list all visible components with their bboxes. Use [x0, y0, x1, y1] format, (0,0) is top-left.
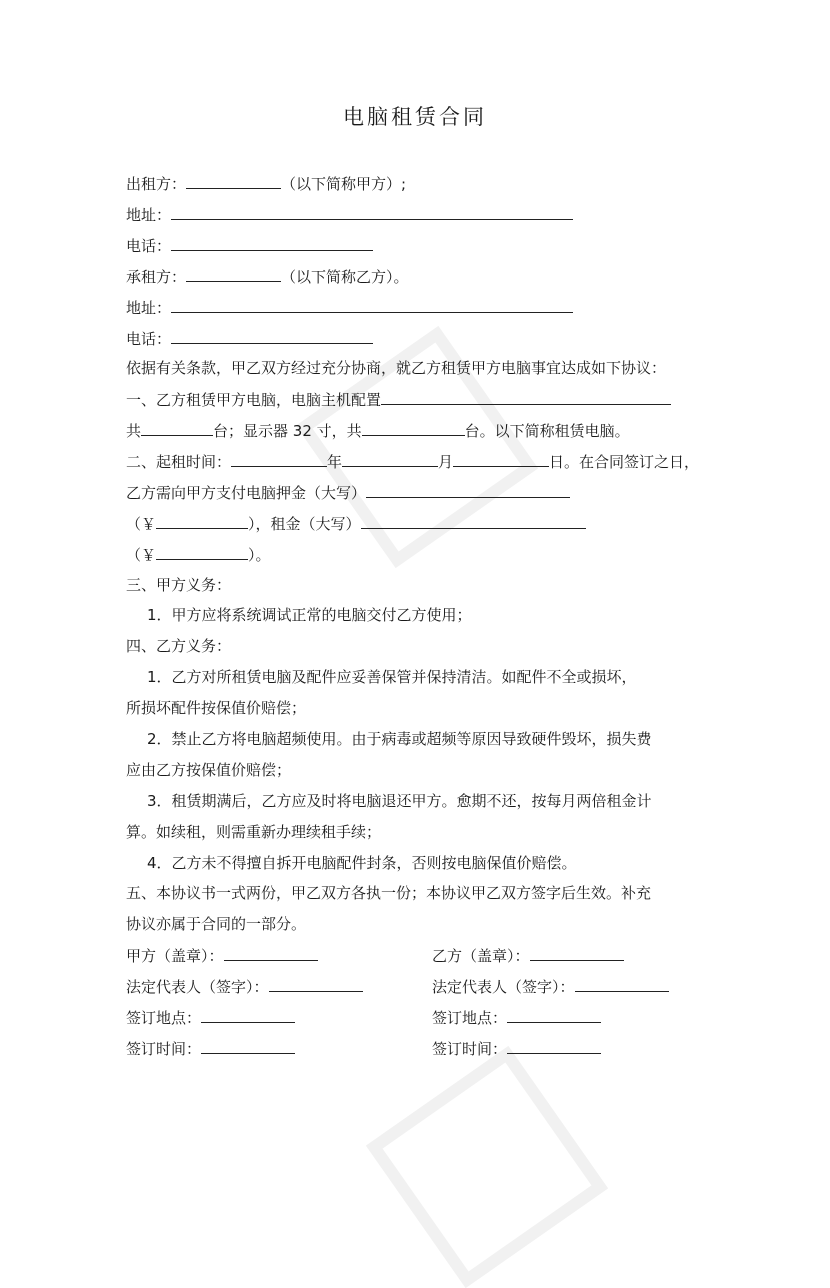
start-year-field[interactable]	[231, 451, 327, 467]
rent-words-field[interactable]	[361, 513, 586, 529]
time-a-label: 签订时间：	[126, 1040, 202, 1058]
lessee-phone-field[interactable]	[171, 328, 373, 344]
lessor-address-field[interactable]	[171, 204, 573, 220]
clause4-item3-b: 算。如续租，则需重新办理续租手续；	[126, 823, 382, 841]
lessor-phone-label: 电话：	[126, 237, 172, 255]
party-a-label: 甲方（盖章）：	[126, 947, 224, 965]
clause4-item2-b: 应由乙方按保值价赔偿；	[126, 761, 292, 779]
party-a-seal-field[interactable]	[224, 945, 318, 961]
rep-b-signature-field[interactable]	[575, 976, 669, 992]
deposit-words-field[interactable]	[366, 482, 570, 498]
lessee-label: 承租方：	[126, 268, 187, 286]
rent-label: ），租金（大写）	[248, 515, 361, 533]
year-label: 年	[327, 453, 343, 471]
deposit-amount-field[interactable]	[156, 513, 248, 529]
party-b-seal-field[interactable]	[530, 945, 624, 961]
monitor-count-field[interactable]	[362, 420, 465, 436]
yen2-close: ）。	[248, 546, 271, 564]
lessee-phone-label: 电话：	[126, 330, 172, 348]
start-month-field[interactable]	[342, 451, 438, 467]
party-a-seal-line	[126, 945, 318, 966]
clause1-seg-c: 台。以下简称租赁电脑。	[464, 422, 630, 440]
rep-a-signature-field[interactable]	[269, 976, 363, 992]
clause4-item3-a: 3．租赁期满后，乙方应及时将电脑退还甲方。愈期不还，按每月两倍租金计	[147, 792, 652, 810]
clause4-item2-a: 2．禁止乙方将电脑超频使用。由于病毒或超频等原因导致硬件毁坏，损失费	[147, 730, 652, 748]
clause2-line3	[126, 513, 586, 534]
party-b-label: 乙方（盖章）：	[432, 947, 530, 965]
month-label: 月	[438, 453, 454, 471]
time-b-field[interactable]	[507, 1038, 601, 1054]
party-b-seal-line	[432, 945, 624, 966]
lessor-suffix: （以下简称甲方）;	[281, 175, 407, 193]
clause2-line1	[126, 451, 699, 472]
clause1-text: 一、乙方租赁甲方电脑，电脑主机配置	[126, 391, 382, 409]
lessee-address-field[interactable]	[171, 297, 573, 313]
clause1-line2	[126, 420, 630, 441]
place-b-label: 签订地点：	[432, 1009, 508, 1027]
place-b-field[interactable]	[507, 1007, 601, 1023]
deposit-label: 乙方需向甲方支付电脑押金（大写）	[126, 484, 367, 502]
lessee-line	[126, 266, 409, 287]
watermark-mark	[366, 1046, 608, 1288]
lessee-address-line	[126, 297, 573, 318]
host-count-field[interactable]	[141, 420, 213, 436]
time-a-line	[126, 1038, 295, 1059]
clause5-line-a: 五、本协议书一式两份，甲乙双方各执一份；本协议甲乙双方签字后生效。补充	[126, 884, 652, 902]
clause4-item1-b: 所损坏配件按保值价赔偿；	[126, 699, 307, 717]
intro-text: 依据有关条款，甲乙双方经过充分协商，就乙方租赁甲方电脑事宜达成如下协议：	[126, 359, 667, 377]
place-a-field[interactable]	[201, 1007, 295, 1023]
clause4-item4: 4．乙方未不得擅自拆开电脑配件封条，否则按电脑保值价赔偿。	[147, 854, 577, 872]
yen2-open: （￥	[126, 546, 157, 564]
place-a-line	[126, 1007, 295, 1028]
lessee-name-field[interactable]	[186, 266, 281, 282]
lessor-address-line	[126, 204, 573, 225]
clause4-item1-a: 1．乙方对所租赁电脑及配件应妥善保管并保持清洁。如配件不全或损坏，	[147, 668, 637, 686]
rent-amount-field[interactable]	[156, 544, 248, 560]
place-b-line	[432, 1007, 601, 1028]
clause4-heading: 四、乙方义务：	[126, 637, 232, 655]
time-b-line	[432, 1038, 601, 1059]
lessor-address-label: 地址：	[126, 206, 172, 224]
clause3-item1: 1．甲方应将系统调试正常的电脑交付乙方使用；	[147, 606, 472, 624]
page-title: 电脑租赁合同	[343, 105, 487, 129]
lessor-phone-line	[126, 235, 373, 256]
clause3-heading: 三、甲方义务：	[126, 576, 232, 594]
start-day-field[interactable]	[453, 451, 549, 467]
lessee-suffix: （以下简称乙方）。	[281, 268, 409, 286]
rep-b-label: 法定代表人（签字）：	[432, 978, 575, 996]
rep-b-line	[432, 976, 669, 997]
day-suffix: 日。在合同签订之日，	[549, 453, 700, 471]
clause2-line2	[126, 482, 570, 503]
lessor-phone-field[interactable]	[171, 235, 373, 251]
lessor-name-field[interactable]	[186, 173, 281, 189]
lessor-label: 出租方：	[126, 175, 187, 193]
time-b-label: 签订时间：	[432, 1040, 508, 1058]
time-a-field[interactable]	[201, 1038, 295, 1054]
yen1-open: （￥	[126, 515, 157, 533]
clause1-line1	[126, 389, 671, 410]
lessee-address-label: 地址：	[126, 299, 172, 317]
lessee-phone-line	[126, 328, 373, 349]
rep-a-line	[126, 976, 363, 997]
clause2-line4	[126, 544, 271, 565]
clause1-seg-a: 共	[126, 422, 142, 440]
clause1-seg-b: 台；显示器 32 寸，共	[213, 422, 362, 440]
rep-a-label: 法定代表人（签字）：	[126, 978, 269, 996]
clause5-line-b: 协议亦属于合同的一部分。	[126, 915, 307, 933]
place-a-label: 签订地点：	[126, 1009, 202, 1027]
host-config-field[interactable]	[381, 389, 671, 405]
lessor-line	[126, 173, 406, 194]
clause2-label: 二、起租时间：	[126, 453, 232, 471]
